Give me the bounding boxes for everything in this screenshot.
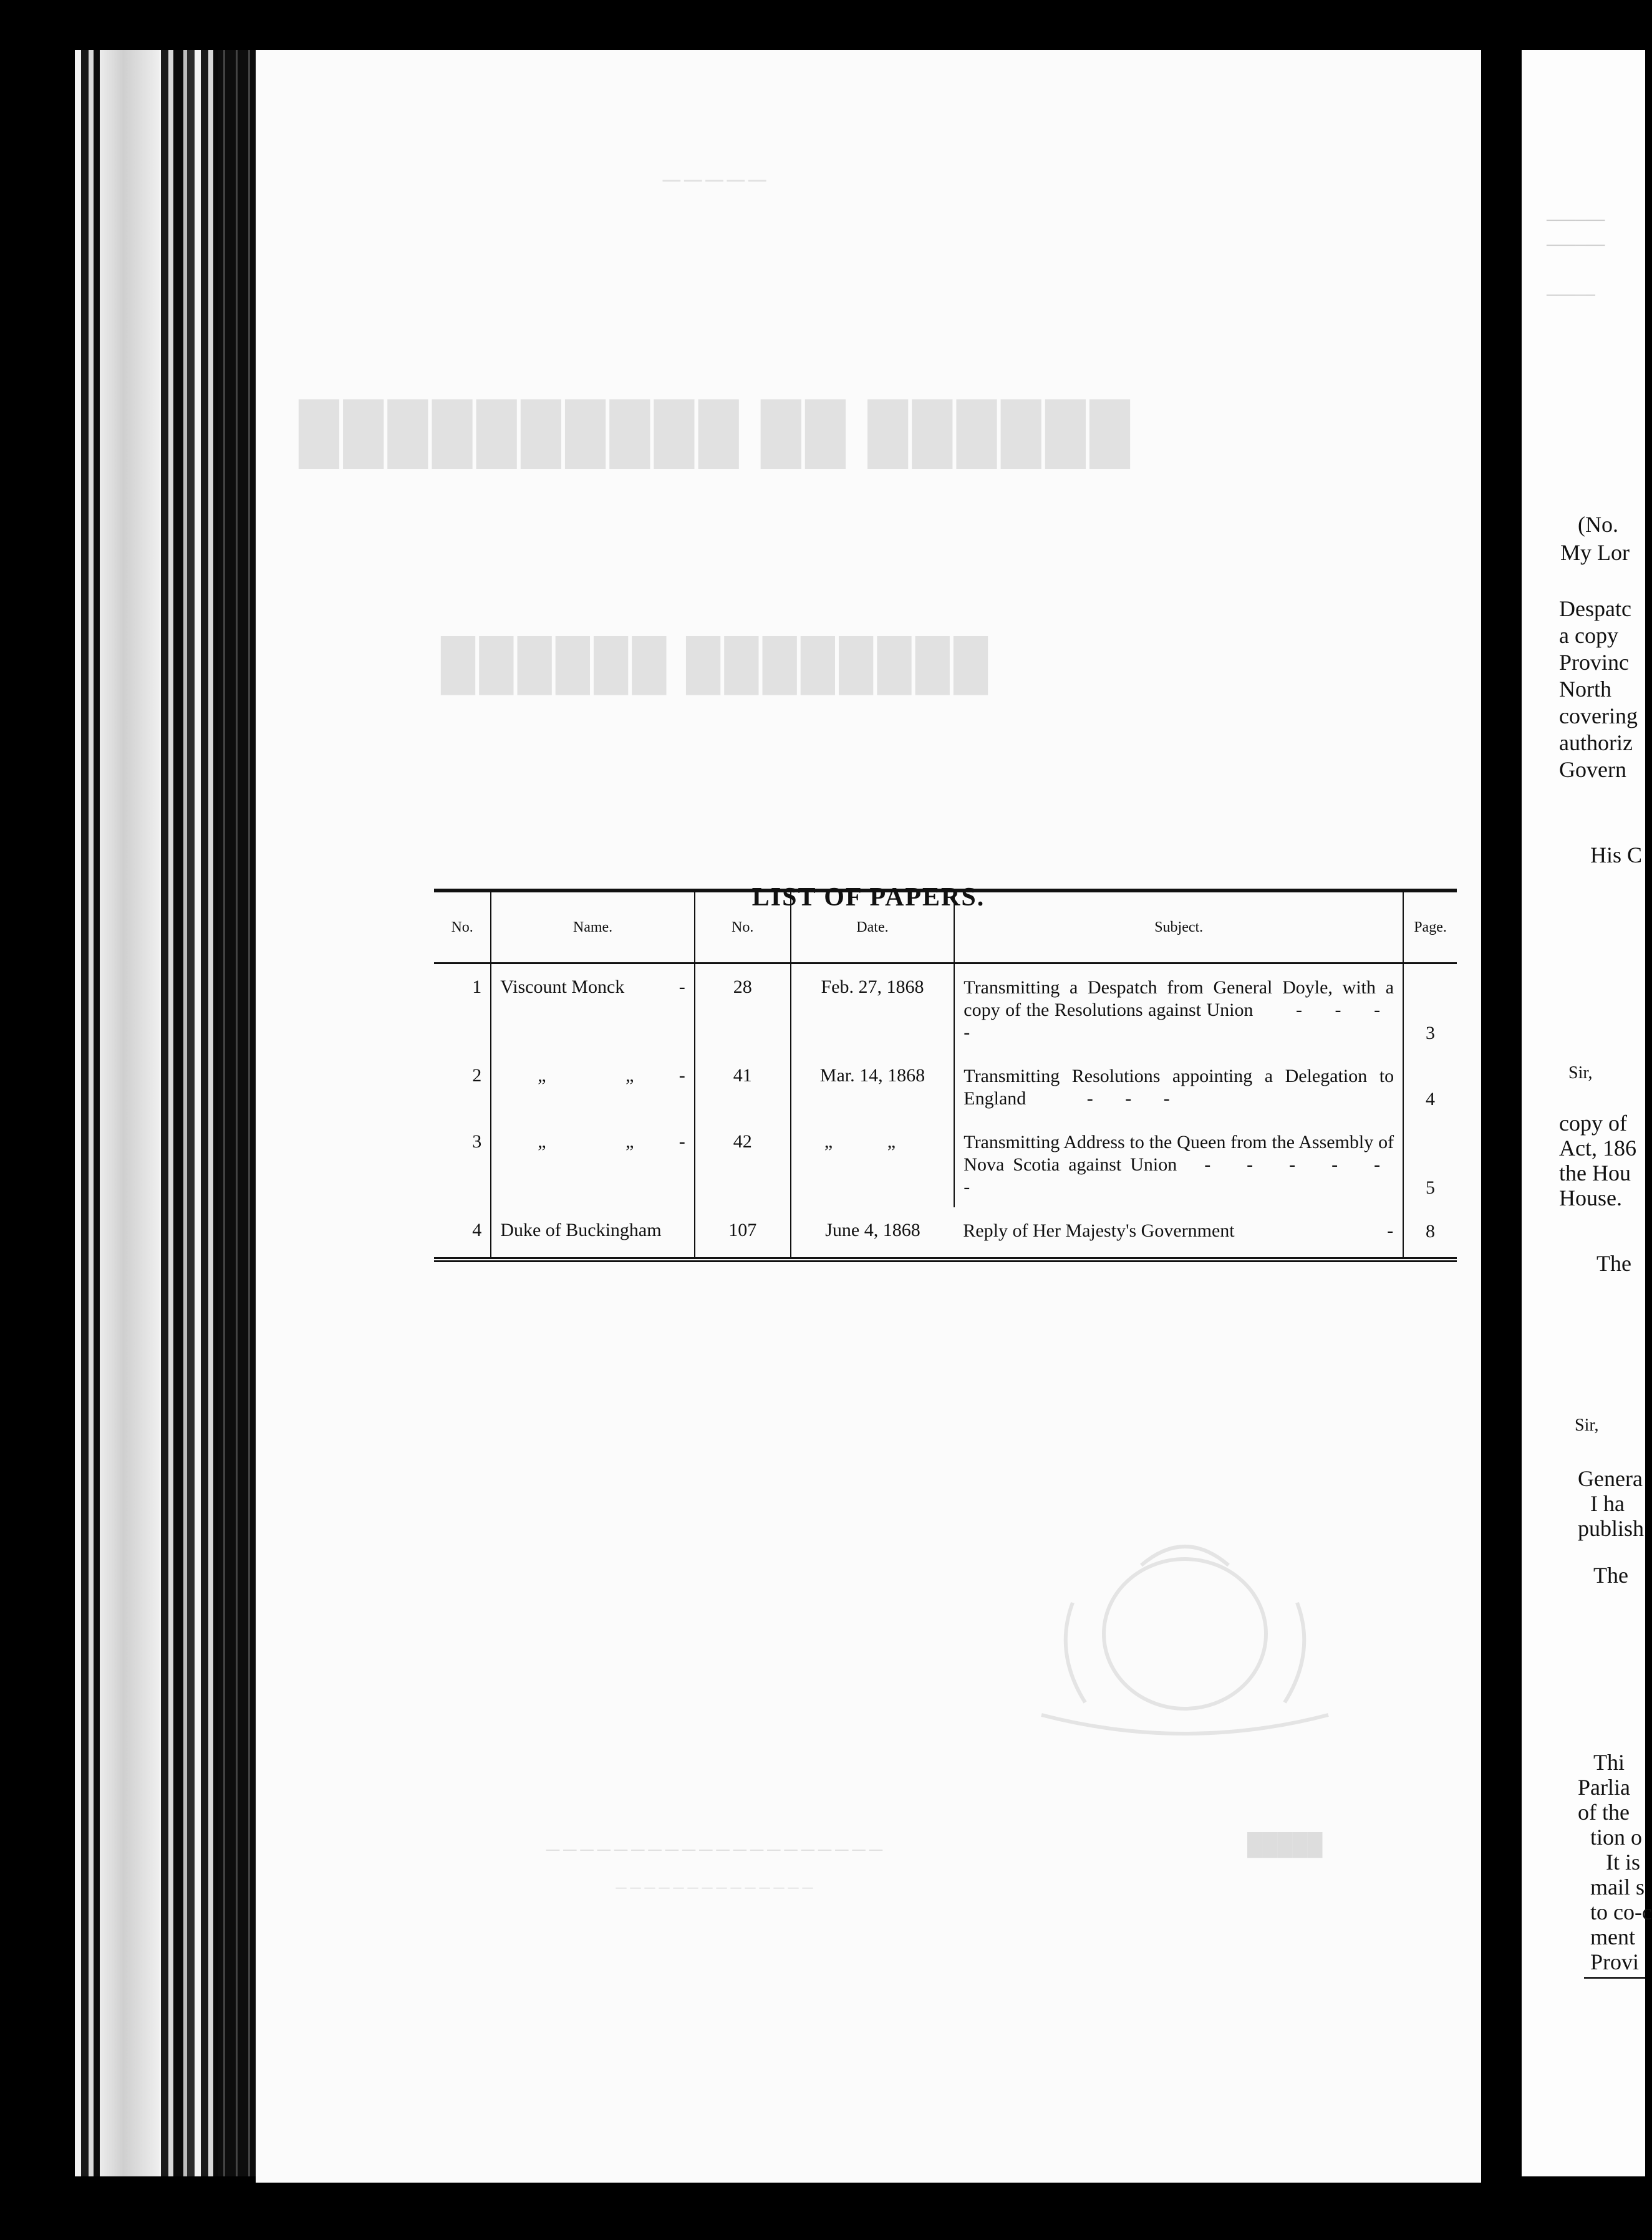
row-subject-dashes: - <box>1387 1220 1394 1241</box>
bleed-through-imprint: ──────────────────── <box>542 1840 883 1860</box>
row-subject <box>954 1053 1403 1119</box>
facing-page-line: Govern <box>1559 757 1626 782</box>
row-name <box>491 1053 695 1119</box>
row-date: „ „ <box>791 1119 955 1207</box>
row-name <box>491 963 695 1053</box>
row-subject <box>954 963 1403 1053</box>
facing-page-line: Genera <box>1578 1466 1643 1491</box>
facing-page-line: mail s <box>1590 1875 1645 1900</box>
table-row <box>434 963 1457 1053</box>
facing-page-line: Sir, <box>1568 1063 1593 1083</box>
row-subject-dashes: - - - - <box>964 1000 1394 1043</box>
row-page: 5 <box>1403 1119 1457 1207</box>
facing-page-line: ment <box>1590 1924 1635 1949</box>
facing-page-line: covering <box>1559 703 1638 728</box>
bleed-through-subtitle: ████████ ██████ <box>437 637 988 691</box>
facing-page-line: Provinc <box>1559 650 1629 675</box>
facing-page-line: The <box>1593 1563 1628 1588</box>
facing-page-line: Parlia <box>1578 1775 1630 1800</box>
table-row <box>434 1053 1457 1119</box>
page-edge-light <box>100 50 159 2176</box>
row-subject <box>954 1119 1403 1207</box>
facing-page-line: His C <box>1590 842 1643 867</box>
row-name <box>491 1207 695 1260</box>
papers-table <box>434 889 1457 1262</box>
row-date: June 4, 1868 <box>791 1207 955 1260</box>
facing-page-line: Despatc <box>1559 596 1631 621</box>
row-number: 28 <box>695 963 791 1053</box>
facing-page-bleed: ───── <box>1547 287 1595 302</box>
row-date: Feb. 27, 1868 <box>791 963 955 1053</box>
table-row <box>434 1119 1457 1207</box>
row-subject-text: Transmitting Resolutions appointing a Delegation to England <box>964 1066 1394 1109</box>
facing-page-line: The <box>1596 1251 1631 1276</box>
row-index: 3 <box>472 1131 482 1152</box>
facing-page-line: Provi <box>1590 1949 1640 1974</box>
table-header-row <box>434 891 1457 963</box>
facing-page-line: Act, 186 <box>1559 1136 1636 1161</box>
row-number: 41 <box>695 1053 791 1119</box>
row-name-text: „ „ <box>538 1065 672 1086</box>
row-subject <box>954 1207 1402 1257</box>
row-index: 4 <box>472 1220 482 1240</box>
row-page: 4 <box>1403 1053 1457 1119</box>
facing-page-line: tion o <box>1590 1825 1643 1850</box>
row-subject-text: Transmitting a Despatch from General Doyle, with a copy of the Resolutions against Union <box>964 977 1394 1020</box>
facing-page-line: a copy <box>1559 623 1618 648</box>
header-number: No. <box>695 891 791 963</box>
row-subject-dashes: - - - - - - <box>964 1154 1394 1197</box>
facing-page-bleed: ────── <box>1547 237 1605 253</box>
row-subject-dashes: - - - <box>1086 1088 1184 1109</box>
row-name-text: Duke of Buckingham <box>500 1220 662 1240</box>
facing-page-rule <box>1584 1977 1645 1979</box>
row-subject-text: Transmitting Address to the Queen from the Assembly of Nova Scotia against Union <box>964 1132 1394 1175</box>
facing-page-line: North <box>1559 677 1611 702</box>
facing-page-line: It is <box>1606 1850 1641 1875</box>
header-date: Date. <box>791 891 955 963</box>
list-of-papers-title: LIST OF PAPERS. <box>751 883 985 912</box>
header-index: No. <box>434 891 491 963</box>
table-row <box>434 1207 1457 1260</box>
facing-page-line: authoriz <box>1559 730 1633 755</box>
bleed-through-imprint-2: ────────────── <box>612 1880 813 1896</box>
row-index: 1 <box>472 977 482 997</box>
row-number: 107 <box>695 1207 791 1260</box>
header-page: Page. <box>1403 891 1457 963</box>
royal-crest-bleed-through <box>1017 1528 1353 1752</box>
row-name-dash: - <box>679 1065 685 1086</box>
bleed-through-heading: ───── <box>659 166 766 194</box>
facing-page-line: to co-c <box>1590 1900 1652 1924</box>
facing-page-line: publish <box>1578 1516 1645 1541</box>
header-name: Name. <box>491 891 695 963</box>
header-subject: Subject. <box>954 891 1403 963</box>
facing-page-bleed: ────── <box>1547 212 1605 228</box>
row-name-dash: - <box>679 977 685 997</box>
row-number: 42 <box>695 1119 791 1207</box>
price-bleed-through: █████ <box>1247 1833 1323 1856</box>
row-page: 3 <box>1403 963 1457 1053</box>
facing-page-line: I ha <box>1590 1491 1625 1516</box>
facing-page-line: copy of <box>1559 1111 1627 1136</box>
row-name <box>491 1119 695 1207</box>
facing-page-line: the Hou <box>1559 1161 1631 1185</box>
row-name-dash: - <box>679 1131 685 1152</box>
row-page: 8 <box>1403 1207 1457 1260</box>
bleed-through-title: ██████ ██ ██████████ <box>294 400 1131 464</box>
facing-page-line: (No. <box>1578 512 1618 537</box>
facing-page-line: My Lor <box>1560 540 1630 565</box>
facing-page-line: House. <box>1559 1185 1622 1210</box>
book-binding-edge <box>75 50 256 2176</box>
row-index: 2 <box>472 1065 482 1086</box>
row-name-text: „ „ <box>538 1131 672 1152</box>
facing-page-line: Thi <box>1593 1750 1625 1775</box>
facing-page-line: of the <box>1578 1800 1630 1825</box>
page-edge-dark <box>218 50 256 2176</box>
facing-page-line: Sir, <box>1575 1416 1599 1435</box>
row-name-text: Viscount Monck <box>500 977 625 997</box>
facing-page-sliver <box>1522 50 1652 2176</box>
row-date: Mar. 14, 1868 <box>791 1053 955 1119</box>
row-subject-text: Reply of Her Majesty's Government <box>963 1220 1235 1241</box>
